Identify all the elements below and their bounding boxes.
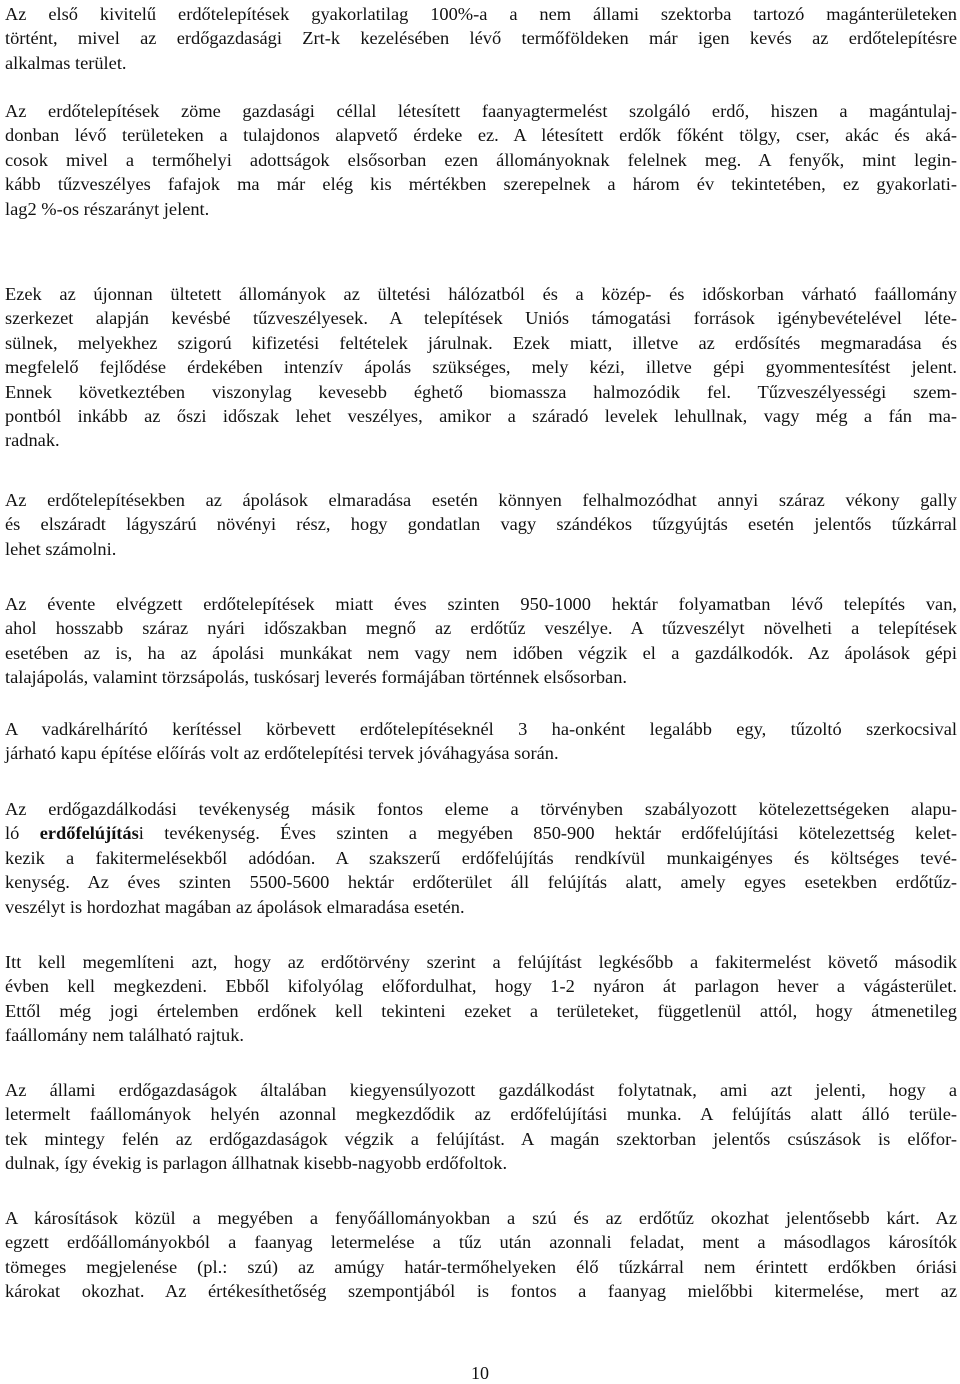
text-line: donban lévő területeken a tulajdonos alapvető érdeke ez. A létesített erdők főként tölgy, cser, akác és aká- — [5, 125, 957, 146]
text-line: cosok mivel a termőhelyi adottságok elsősorban ezen állományoknak felelnek meg. A fenyők, mint legin- — [5, 149, 957, 170]
text-line: sülnek, melyekhez szigorú kifizetési feltételek járulnak. Ezek miatt, illetve az erdősítés megmaradása és — [5, 332, 957, 353]
text-line: megfelelő fejlődése érdekében intenzív ápolás szükséges, mely kézi, illetve gépi gyommentesítést jelent. — [5, 357, 957, 378]
text-line: Ettől még jogi értelemben erdőnek kell tekinteni ezeket a területeket, függetlenül attól, hogy átmenetileg — [5, 1000, 957, 1021]
text-line: kezik a fakitermelésekből adódóan. A szakszerű erdőfelújítás rendkívül munkaigényes és költséges tevé- — [5, 847, 957, 868]
text-line: radnak. — [5, 430, 60, 451]
paragraph-8 — [5, 950, 957, 1048]
text-line: letermelt faállományok helyén azonnal megkezdődik az erdőfelújítási munka. A felújítás alatt álló terüle- — [5, 1104, 957, 1125]
text-line: talajápolás, valamint törzsápolás, tuskósarj leverés formájában történnek elsősorban. — [5, 667, 628, 688]
paragraph-2 — [5, 99, 957, 221]
text-line: lehet számolni. — [5, 538, 117, 559]
paragraph-7 — [5, 797, 957, 919]
text-line: szerkezet alapján kevésbé tűzveszélyesek. A telepítések Uniós támogatási források igénybevételével léte- — [5, 308, 957, 329]
text-line: Az erdőtelepítések zöme gazdasági céllal létesített faanyagtermelést szolgáló erdő, hiszen a magántulaj- — [5, 101, 957, 121]
text-line: évben kell megkezdeni. Ebből kifolyólag előfordulhat, hogy 1-2 nyáron át parlagon hever a vágásterület. — [5, 976, 957, 997]
text-line: A károsítások közül a megyében a fenyőállományokban a szú és az erdőtűz okozhat jelentősebb kárt. Az — [5, 1208, 957, 1228]
text-line: Az erdőtelepítésekben az ápolások elmaradása esetén könnyen felhalmozódhat annyi száraz vékony gally — [5, 490, 957, 510]
text-line: Ennek következtében viszonylag kevesebb éghető biomassza halmozódik fel. Tűzveszélyességi szem- — [5, 381, 957, 402]
paragraph-9 — [5, 1078, 957, 1176]
page-number: 10 — [471, 1363, 489, 1383]
text-line: és elszáradt lágyszárú növényi rész, hogy gondatlan vagy szándékos tűzgyújtás esetén jelentős tűzkárral — [5, 514, 957, 535]
text-line: alkalmas terület. — [5, 52, 127, 73]
paragraph-1 — [5, 2, 957, 75]
paragraph-3 — [5, 282, 957, 453]
text-line: ahol hosszabb száraz nyári időszakban megnő az erdőtűz veszélye. A tűzveszélyt növelheti a telepítések — [5, 618, 957, 639]
text-line: veszélyt is hordozhat magában az ápolások elmaradása esetén. — [5, 896, 465, 917]
text-line: egzett erdőállományokból a faanyag letermelése a tűz után azonnali feladat, ment a másodlagos károsítók — [5, 1232, 957, 1253]
text-line: Az állami erdőgazdaságok általában kiegyensúlyozott gazdálkodást folytatnak, ami azt jelenti, hogy a — [5, 1080, 957, 1100]
text-line: károkat okozhat. Az értékesíthetőség szempontjából is fontos a faanyag mielőbbi kitermelése, mert az — [5, 1281, 957, 1302]
text-line: kább tűzveszélyes fafajok ma már elég kis mértékben szerepelnek a három év tekintetében, ez gyakorlati- — [5, 174, 957, 195]
text-line: Az évente elvégzett erdőtelepítések miatt éves szinten 950-1000 hektár folyamatban lévő telepítés van, — [5, 594, 957, 614]
emphasized-term: erdőfelújítás — [39, 823, 139, 844]
text-line: esetében az is, ha az ápolási munkákat nem vagy nem időben végzik el a gazdálkodók. Az ápolások gépi — [5, 642, 957, 663]
text-line: ló erdőfelújítási tevékenység. Éves szinten a megyében 850-900 hektár erdőfelújítási kötelezettség kelet- — [5, 823, 957, 844]
paragraph-4 — [5, 488, 957, 561]
text-line: faállomány nem található rajtuk. — [5, 1025, 244, 1046]
paragraph-5 — [5, 592, 957, 690]
text-line: járható kapu építése előírás volt az erdőtelepítési tervek jóváhagyása során. — [5, 743, 559, 764]
text-line: Az erdőgazdálkodási tevékenység másik fontos eleme a törvényben szabályozott kötelezettségeken alapu- — [5, 799, 957, 819]
text-line: A vadkárelhárító kerítéssel körbevett erdőtelepítéseknél 3 ha-onként legalább egy, tűzoltó szerkocsival — [5, 719, 957, 739]
paragraph-10 — [5, 1206, 957, 1304]
text-line: tek mintegy felén az erdőgazdaságok végzik a felújítást. A magán szektorban jelentős csúszások is előfor- — [5, 1128, 957, 1149]
text-line: Ezek az újonnan ültetett állományok az ültetési hálózatból és a közép- és időskorban várható faállomány — [5, 284, 957, 304]
text-line: lag2 %-os részarányt jelent. — [5, 198, 210, 219]
text-line: pontból inkább az őszi időszak lehet veszélyes, amikor a száradó levelek lehullnak, vagy még a fán ma- — [5, 406, 957, 427]
text-line: dulnak, így évekig is parlagon állhatnak kisebb-nagyobb erdőfoltok. — [5, 1153, 508, 1174]
text-line: tömeges megjelenése (pl.: szú) az amúgy határ-termőhelyeken élő tűzkárral nem érintett erdőkben óriási — [5, 1256, 957, 1277]
text-line: Itt kell megemlíteni azt, hogy az erdőtörvény szerint a felújítást legkésőbb a fakitermelést követő második — [5, 952, 957, 972]
text-line: Az első kivitelű erdőtelepítések gyakorlatilag 100%-a a nem állami szektorba tartozó magánterületeken — [5, 4, 957, 24]
paragraph-6 — [5, 717, 957, 766]
text-line: történt, mivel az erdőgazdasági Zrt-k kezelésében lévő termőföldeken már igen kevés az erdőtelepítésre — [5, 28, 957, 49]
text-line: kenység. Az éves szinten 5500-5600 hektár erdőterület áll felújítás alatt, amely egyes esetekben erdőtűz- — [5, 872, 957, 893]
